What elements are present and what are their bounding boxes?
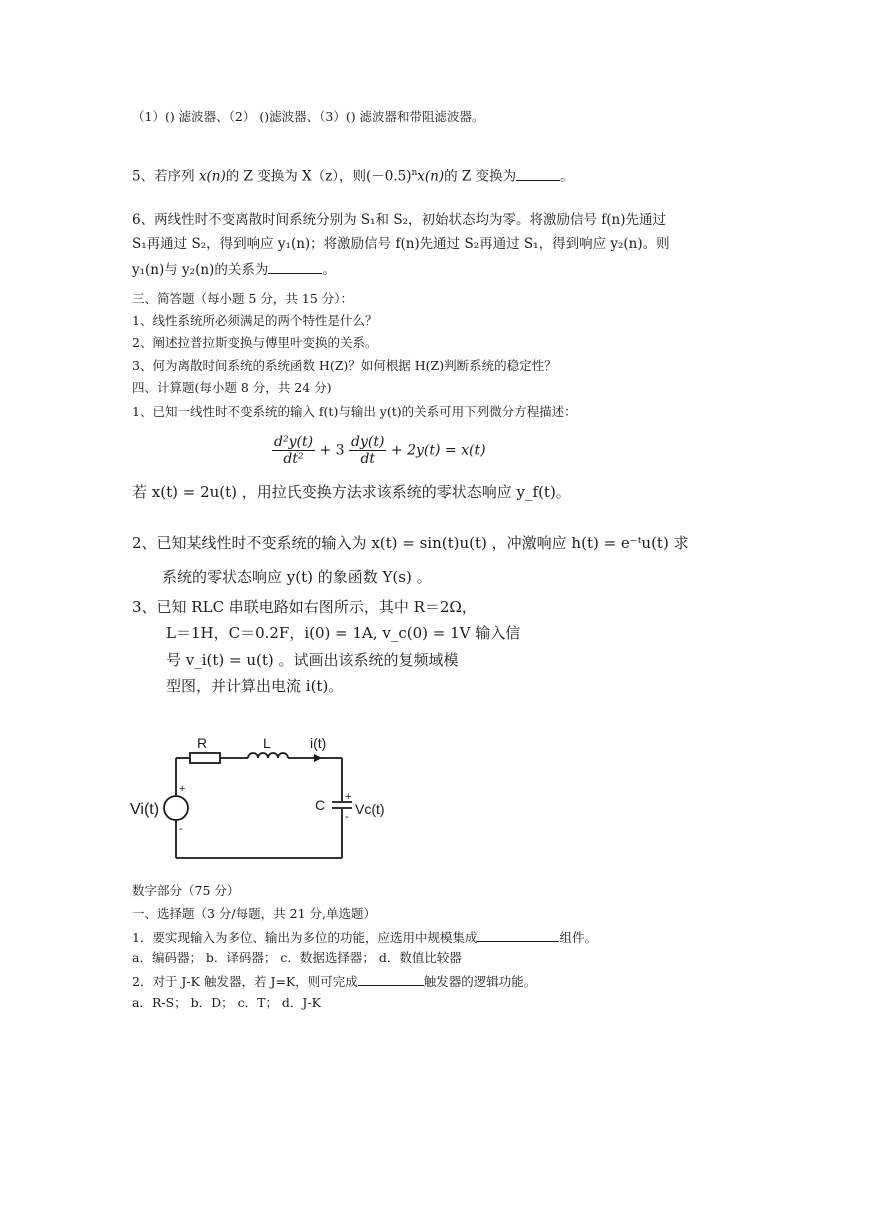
section-3-q2: 2、阐述拉普拉斯变换与傅里叶变换的关系。 bbox=[132, 335, 378, 350]
section-4-q1-condition: 若 x(t) = 2u(t) ，用拉氏变换方法求该系统的零状态响应 y_f(t)。 bbox=[132, 483, 571, 501]
filter-line: （1）() 滤波器、（2） ()滤波器、（3）() 滤波器和带阻滤波器。 bbox=[132, 109, 485, 124]
question-5: 5、若序列 x(n)的 Z 变换为 X（z），则$(-0.5)^nx(n)$的 Z 变换为 。 bbox=[132, 164, 574, 186]
digital-section-title: 数字部分（75 分） bbox=[132, 883, 240, 898]
digital-q1-options: a．编码器； b．译码器； c．数据选择器； d．数值比较器 bbox=[132, 950, 462, 965]
label-source-plus: + bbox=[179, 783, 186, 795]
label-vi: Vi(t) bbox=[130, 801, 160, 818]
resistor-symbol bbox=[190, 753, 220, 763]
inductor-symbol bbox=[248, 753, 288, 758]
digital-section-1-title: 一、选择题（3 分/每题，共 21 分,单选题） bbox=[132, 906, 376, 921]
digital-q2: 2．对于 J-K 触发器，若 J=K，则可完成 触发器的逻辑功能。 bbox=[132, 971, 536, 991]
section-4-q3-line-3: 号 v_i(t) = u(t) 。试画出该系统的复频域模 bbox=[166, 651, 459, 669]
voltage-source-symbol bbox=[164, 796, 188, 820]
digital-q1: 1．要实现输入为多位、输出为多位的功能，应选用中规模集成 组件。 bbox=[132, 927, 597, 947]
fraction-second-derivative: $\frac{\text{d²y(t)}}{\text{dt²}}$ bbox=[274, 434, 314, 467]
rlc-circuit-diagram bbox=[130, 728, 385, 868]
current-arrow-icon bbox=[314, 754, 322, 762]
label-source-minus: - bbox=[179, 823, 183, 835]
section-4-q2-line-2: 系统的零状态响应 y(t) 的象函数 Y(s) 。 bbox=[162, 568, 432, 586]
label-i: i(t) bbox=[310, 735, 327, 751]
label-r: R bbox=[197, 735, 208, 751]
section-3-title: 三、简答题（每小题 5 分，共 15 分）： bbox=[132, 291, 354, 306]
label-l: L bbox=[263, 735, 271, 751]
question-6-line-1: 6、两线性时不变离散时间系统分别为 S₁和 S₂，初始状态均为零。将激励信号 f(n)先通过 bbox=[132, 212, 667, 228]
section-4-q3-line-1: 3、已知 RLC 串联电路如右图所示，其中 R＝2Ω， bbox=[132, 598, 477, 616]
label-c-minus: - bbox=[345, 811, 349, 823]
section-3-q3: 3、何为离散时间系统的系统函数 H(Z)？如何根据 H(Z)判断系统的稳定性？ bbox=[132, 358, 557, 373]
question-6-line-2: S₁再通过 S₂，得到响应 y₁(n)；将激励信号 f(n)先通过 S₂再通过 S₁，得到响应 y₂(n)。则 bbox=[132, 236, 670, 252]
section-4-q2-line-1: 2、已知某线性时不变系统的输入为 x(t) = sin(t)u(t) ，冲激响应 h(t) = e⁻ᵗu(t) 求 bbox=[132, 534, 689, 552]
section-4-q3-line-2: L＝1H，C＝0.2F，i(0) = 1A, v_c(0) = 1V 输入信 bbox=[166, 624, 521, 642]
label-c: C bbox=[315, 797, 326, 813]
section-3-q1: 1、线性系统所必须满足的两个特性是什么？ bbox=[132, 313, 378, 328]
label-vc: Vc(t) bbox=[355, 801, 385, 817]
section-4-q1: 1、已知一线性时不变系统的输入 f(t)与输出 y(t)的关系可用下列微分方程描述： bbox=[132, 404, 577, 419]
section-4-title: 四、计算题(每小题 8 分，共 24 分) bbox=[132, 380, 332, 395]
section-4-q3-line-4: 型图，并计算出电流 i(t)。 bbox=[166, 677, 344, 695]
question-6-line-3: y₁(n)与 y₂(n)的关系为 。 bbox=[132, 259, 336, 279]
digital-q2-options: a．R-S； b．D； c．T； d．J-K bbox=[132, 995, 322, 1010]
fraction-first-derivative: $\frac{dy(t)}{dt}$ bbox=[351, 434, 385, 467]
label-c-plus: + bbox=[345, 791, 352, 803]
differential-equation: $\frac{\text{d²y(t)}}{\text{dt²}}$ + 3 $\frac{dy(t)}{dt}$ + 2y(t) = x(t) bbox=[274, 434, 486, 467]
